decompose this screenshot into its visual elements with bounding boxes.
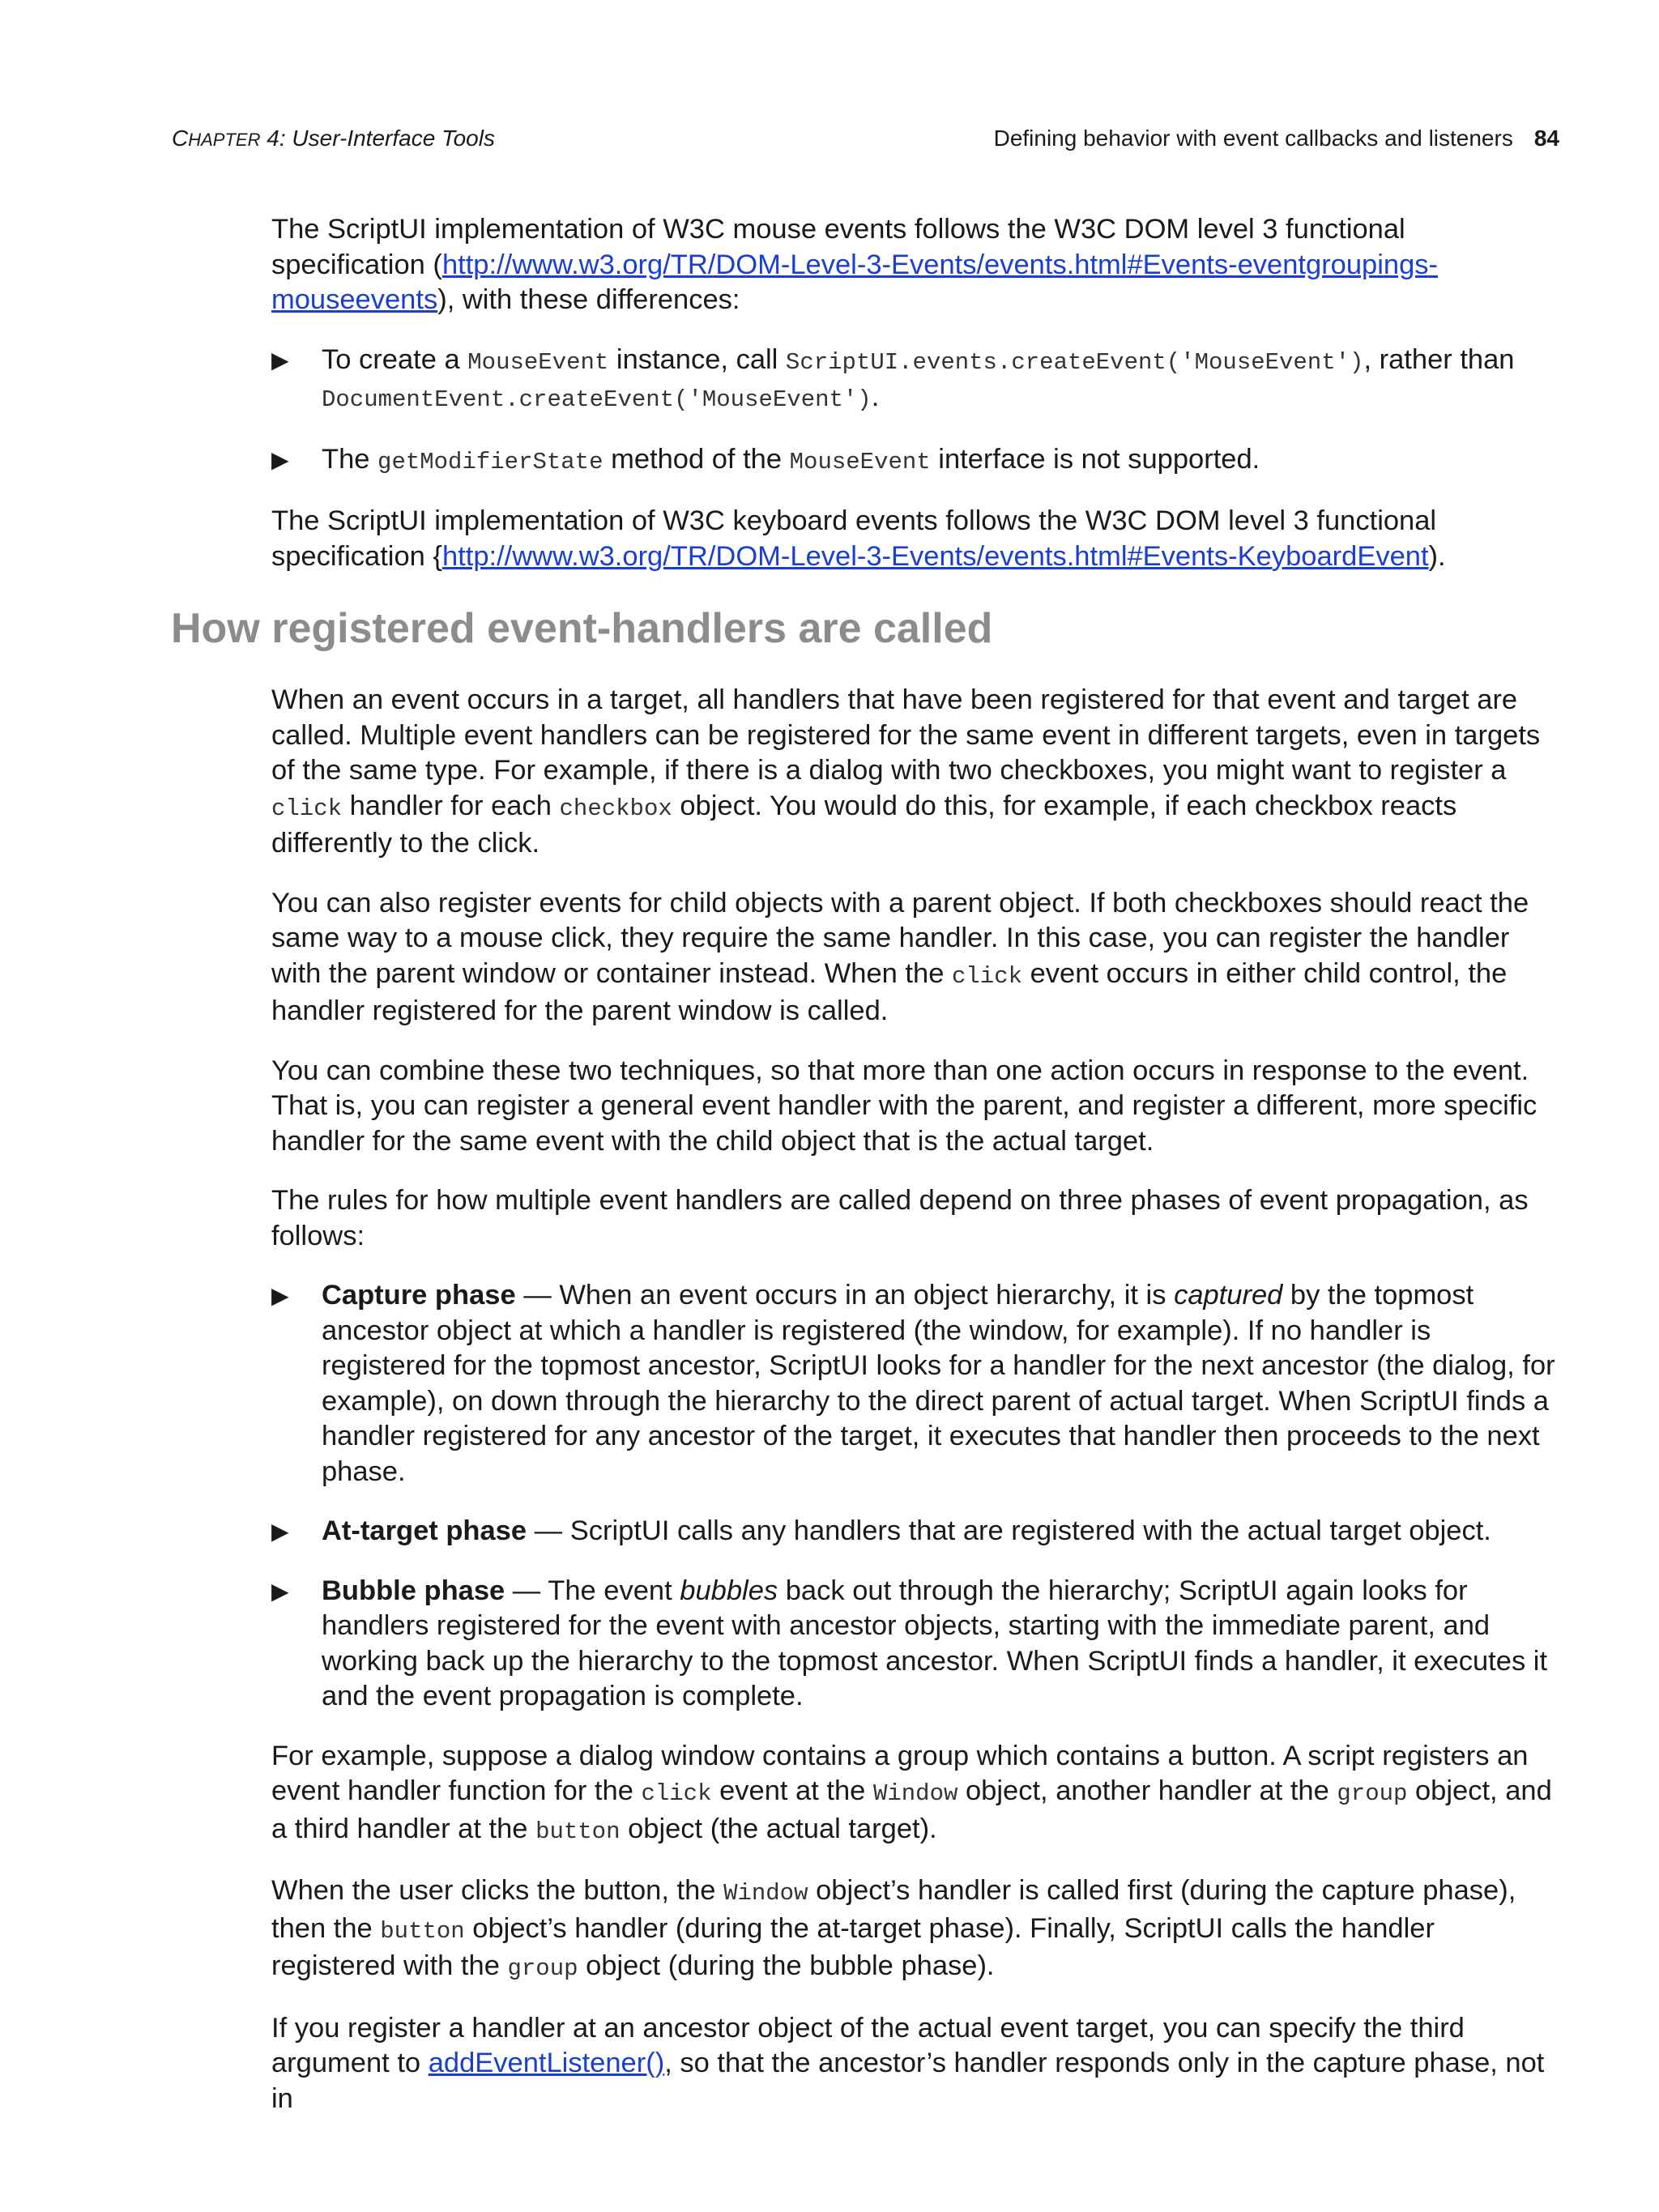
link-keyboardevent-spec[interactable]: http://www.w3.org/TR/DOM-Level-3-Events/events.html#Events-KeyboardEvent — [441, 540, 1429, 572]
list-item-bubble-phase: ▶ Bubble phase — The event bubbles back out through the hierarchy; ScriptUI again looks for handlers registered for the event with ancestor objects, starting with the immediate parent, and working back up the hierarchy to the topmost ancestor. When ScriptUI finds a handler, it executes it and the event propagation is complete. — [271, 1575, 1548, 1711]
section-heading: How registered event-handlers are called — [171, 605, 993, 652]
paragraph-mouse-events: The ScriptUI implementation of W3C mouse events follows the W3C DOM level 3 functional specification (http://www.w3.org/TR/DOM-Level-3-Events/events.html#Events-eventgroupings-mouseevents), with these differences: — [271, 214, 1439, 315]
paragraph: When the user clicks the button, the Window object’s handler is called first (during the capture phase), then the button object’s handler (during the at-target phase). Finally, ScriptUI calls the handler registered with the group object (during the bubble phase). — [271, 1875, 1516, 1982]
chapter-title: CHAPTER 4: User-Interface Tools — [172, 126, 495, 151]
list-item: ▶ The getModifierState method of the MouseEvent interface is not supported. — [271, 442, 1559, 480]
link-mouseevents-spec[interactable]: http://www.w3.org/TR/DOM-Level-3-Events/events.html#Events-eventgroupings-mouseevents — [271, 249, 1439, 315]
differences-list — [271, 343, 1559, 480]
triangle-bullet-icon: ▶ — [271, 446, 289, 472]
list-item-capture-phase: ▶ Capture phase — When an event occurs in an object hierarchy, it is captured by the topmost ancestor object at which a handler is registered (the window, for example). If no handler is registered for the topmost ancestor, ScriptUI looks for a handler for the next ancestor (the dialog, for example), on down through the hierarchy to the direct parent of actual target. When ScriptUI finds a handler registered for any ancestor of the target, it executes that handler then proceeds to the next phase. — [271, 1280, 1555, 1487]
main-content — [171, 212, 1559, 2141]
paragraph: When an event occurs in a target, all handlers that have been registered for that event and target are called. Multiple event handlers can be registered for the same event in different targets, even in targets of the same type. For example, if there is a dialog with two checkboxes, you might want to register a click handler for each checkbox object. You would do this, for example, if each checkbox reacts differently to the click. — [271, 684, 1541, 859]
paragraph: If you register a handler at an ancestor object of the actual event target, you can specify the third argument to addEventListener(), so that the ancestor’s handler responds only in the capture phase, not in — [271, 2012, 1545, 2114]
paragraph: For example, suppose a dialog window contains a group which contains a button. A script registers an event handler function for the click event at the Window object, another handler at the group object, and a third handler at the button object (the actual target). — [271, 1740, 1552, 1845]
triangle-bullet-icon: ▶ — [271, 1578, 289, 1604]
triangle-bullet-icon: ▶ — [271, 1519, 289, 1544]
phases-list — [271, 1278, 1559, 1715]
list-item-at-target-phase: ▶ At-target phase — ScriptUI calls any handlers that are registered with the actual target object. — [271, 1514, 1559, 1549]
paragraph: You can also register events for child objects with a parent object. If both checkboxes should react the same way to a mouse click, they require the same handler. In this case, you can register the handler with the parent window or container instead. When the click event occurs in either child control, the handler registered for the parent window is called. — [271, 887, 1529, 1026]
paragraph: You can combine these two techniques, so that more than one action occurs in response to the event. That is, you can register a general event handler with the parent, and register a different, more specific handler for the same event with the child object that is the actual target. — [271, 1055, 1537, 1157]
link-addeventlistener[interactable]: addEventListener() — [428, 2048, 665, 2078]
page-number: 84 — [1533, 126, 1559, 151]
triangle-bullet-icon: ▶ — [271, 347, 289, 373]
running-header — [172, 126, 1559, 158]
triangle-bullet-icon: ▶ — [271, 1283, 289, 1308]
paragraph: The rules for how multiple event handlers are called depend on three phases of event propagation, as follows: — [271, 1185, 1529, 1251]
paragraph-keyboard-events: The ScriptUI implementation of W3C keyboard events follows the W3C DOM level 3 functional specification {http://www.w3.org/TR/DOM-Level-3-Events/events.html#Events-KeyboardEvent). — [271, 505, 1446, 572]
list-item: ▶ To create a MouseEvent instance, call ScriptUI.events.createEvent('MouseEvent'), rather than DocumentEvent.createEvent('MouseEvent'). — [271, 343, 1515, 413]
section-title: Defining behavior with event callbacks and listeners 84 — [993, 126, 1559, 151]
